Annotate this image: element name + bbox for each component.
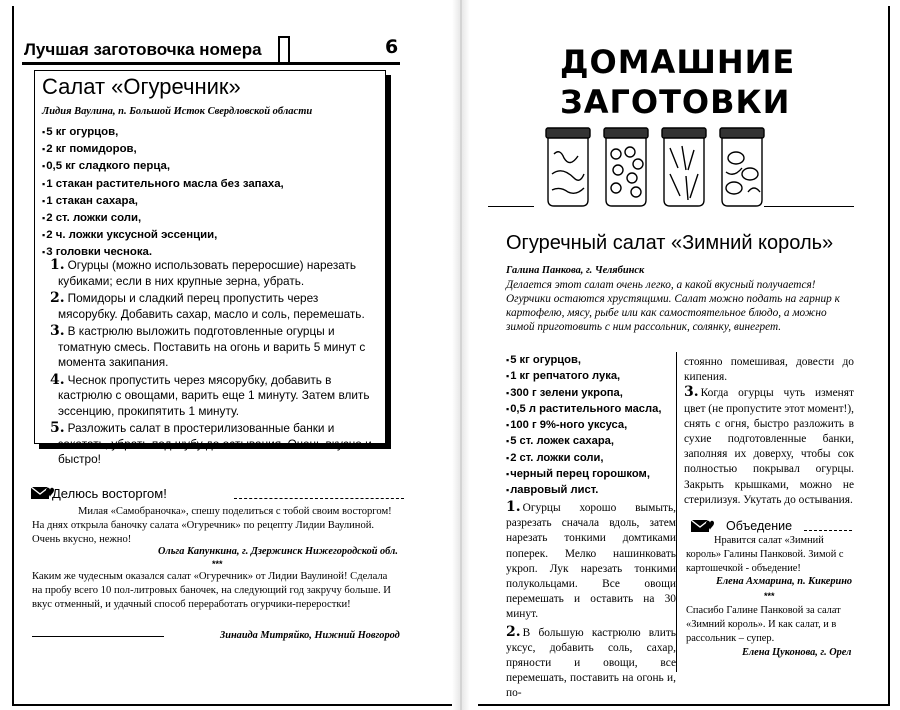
- recipe-intro: Делается этот салат очень легко, а какой вкусный получается! Огурчики остаются хрустящими. Салат можно подать на гарнир к картофелю, мясу, рыбе или как самостоятельное блюдо, а можно зимой приготовить с ним рассольник, солянку, винегрет.: [506, 279, 840, 333]
- step-number: 2.: [506, 623, 521, 640]
- page-edge-bottom-left: [12, 704, 462, 706]
- step-text: Чеснок пропустить через мясорубку, добавить в кастрюлю с овощами, варить еще 1 минуту. Затем влить эссенцию, прокипятить 1 минуту.: [58, 372, 370, 418]
- preserve-jars-illustration: [540, 124, 768, 208]
- share-heading: Делюсь восторгом!: [52, 486, 167, 501]
- step-text: В кастрюлю выложить подготовленные огурцы и томатную смесь. Поставить на огонь и варить 5 минут с момента закипания.: [58, 324, 366, 369]
- page-edge-right: [888, 6, 890, 706]
- step-text: Разложить салат в простерилизованные банки и закатать, убрать под шубу до остывания. Очень вкусно и быстро!: [58, 421, 372, 466]
- recipe-step: [506, 625, 676, 702]
- recipe-step: [506, 500, 676, 623]
- recipe-step: [50, 324, 378, 371]
- ingredient-item: ▪ 0,5 л растительного масла,: [506, 401, 661, 417]
- feedback-signature-1: Елена Ахмарина, п. Кикерино: [716, 576, 853, 587]
- recipe-title: Огуречный салат «Зимний король»: [506, 232, 834, 254]
- header-title: Лучшая заготовочка номера: [24, 40, 262, 59]
- ingredient-item: ▪ 100 г 9%-ного уксуса,: [506, 417, 661, 433]
- ingredient-item: ▪ 5 кг огурцов,: [42, 124, 284, 141]
- section-title: [560, 42, 796, 122]
- step-text: Когда огурцы чуть изменят цвет (не пропустите этот момент!), снять с огня, быстро разложить в сухие подготовленные банки, заполняя их доверху, чтобы сок полностью покрывал огурцы. Закрыть крышками, можно не стерилизуя. Укутать до остывания.: [684, 387, 854, 506]
- ingredient-item: ▪ лавровый лист.: [506, 482, 661, 498]
- book-spine: [452, 0, 470, 710]
- ingredient-item: ▪ 1 стакан растительного масла без запаха,: [42, 176, 284, 193]
- ingredient-list: [506, 352, 661, 499]
- ingredient-item: ▪ 300 г зелени укропа,: [506, 385, 661, 401]
- ingredient-item: ▪ черный перец горошком,: [506, 466, 661, 482]
- recipe-author: Галина Панкова, г. Челябинск: [506, 265, 645, 276]
- recipe-step: [684, 385, 854, 508]
- ingredient-item: ▪ 0,5 кг сладкого перца,: [42, 158, 284, 175]
- step-number: 2.: [50, 290, 65, 306]
- recipe-title: Салат «Огуречник»: [42, 74, 241, 99]
- step-number: 1.: [506, 499, 521, 515]
- illustration-rule-left: [488, 206, 534, 207]
- column-divider: [676, 352, 677, 672]
- feedback-letter-1: Нравится салат «Зимний король» Галины Панковой. Зимой с картошечкой - объедение!: [686, 535, 844, 574]
- separator-stars: ***: [212, 559, 223, 569]
- recipe-step: [50, 421, 378, 468]
- ingredient-item: ▪ 3 головки чеснока.: [42, 244, 284, 261]
- share-signature-1: Ольга Капункина, г. Дзержинск Нижегородской обл.: [158, 546, 398, 557]
- ingredient-item: ▪ 2 кг помидоров,: [42, 141, 284, 158]
- ingredient-list: [42, 124, 284, 262]
- share-letter-2: Каким же чудесным оказался салат «Огуречник» от Лидии Ваулиной! Сделала на пробу всего 10 пол-литровых баночек, на следующий год закручу больше. И вкус отменный, и удачный способ переработать огурчики-переростки!: [32, 571, 391, 610]
- recipe-steps-col1: [506, 500, 676, 702]
- step-text: Помидоры и сладкий перец пропустить через мясорубку. Добавить сахар, масло и соль, перемешать.: [58, 291, 365, 321]
- feedback-divider: [804, 530, 852, 531]
- feedback-letter-2: Спасибо Галине Панковой за салат «Зимний король». И как салат, и в рассольник – супер.: [686, 605, 841, 644]
- ingredient-item: ▪ 2 ч. ложки уксусной эссенции,: [42, 227, 284, 244]
- recipe-steps-col2: [684, 355, 854, 508]
- signature-rule: [32, 636, 164, 637]
- ingredient-item: ▪ 2 ст. ложки соли,: [506, 450, 661, 466]
- share-signature-2: Зинаида Митряйко, Нижний Новгород: [220, 630, 400, 641]
- ingredient-item: ▪ 5 кг огурцов,: [506, 352, 661, 368]
- share-letter-1: Милая «Самобраночка», спешу поделиться с тобой своим восторгом! На днях открыла баночку салата «Огуречник» по рецепту Лидии Ваулиной. Очень вкусно, нежно!: [32, 506, 392, 545]
- page-edge-left: [12, 6, 14, 706]
- recipe-author: Лидия Ваулина, п. Большой Исток Свердловской области: [42, 106, 313, 117]
- ingredient-item: ▪ 1 кг репчатого лука,: [506, 368, 661, 384]
- separator-stars: ***: [764, 591, 775, 601]
- step-number: 5.: [50, 420, 65, 436]
- share-divider: [234, 498, 404, 499]
- illustration-rule-right: [764, 206, 854, 207]
- section-title-line: ЗАГОТОВКИ: [560, 83, 791, 121]
- feedback-heading: Объедение: [726, 519, 793, 533]
- page-edge-bottom-right: [478, 704, 890, 706]
- step-number: 4.: [50, 371, 65, 388]
- step-text: Огурцы (можно использовать переросшие) нарезать кубиками; если в них крупные зерна, убрать.: [58, 258, 357, 288]
- page-number: 6: [385, 36, 399, 58]
- header-tab-mark: [278, 36, 290, 62]
- ingredient-item: ▪ 5 ст. ложек сахара,: [506, 433, 661, 449]
- step-number: 1.: [50, 257, 65, 273]
- step-number: 3.: [684, 384, 699, 401]
- step-number: 3.: [50, 323, 65, 339]
- step-text: В большую кастрюлю влить уксус, добавить соль, сахар, пряности и овощи, все перемешать, поставить на огонь и, по-: [506, 626, 676, 700]
- feedback-signature-2: Елена Цуконова, г. Орел: [742, 647, 852, 658]
- recipe-step: [50, 291, 378, 322]
- ingredient-item: ▪ 2 ст. ложки соли,: [42, 210, 284, 227]
- step-continuation: стоянно помешивая, довести до кипения.: [684, 356, 854, 384]
- envelope-heart-icon: [690, 517, 716, 535]
- section-title-line: ДОМАШНИЕ: [560, 43, 796, 81]
- recipe-step: [50, 373, 378, 420]
- step-text: Огурцы хорошо вымыть, разрезать сначала вдоль, затем нарезать тонкими домтиками поперек. Мелко нашинковать укроп. Лук нарезать тонкими полукольцами. Все овощи перемешать и оставить на 30 минут.: [506, 502, 676, 621]
- recipe-step: [50, 258, 378, 289]
- recipe-steps: [50, 258, 378, 470]
- ingredient-item: ▪ 1 стакан сахара,: [42, 193, 284, 210]
